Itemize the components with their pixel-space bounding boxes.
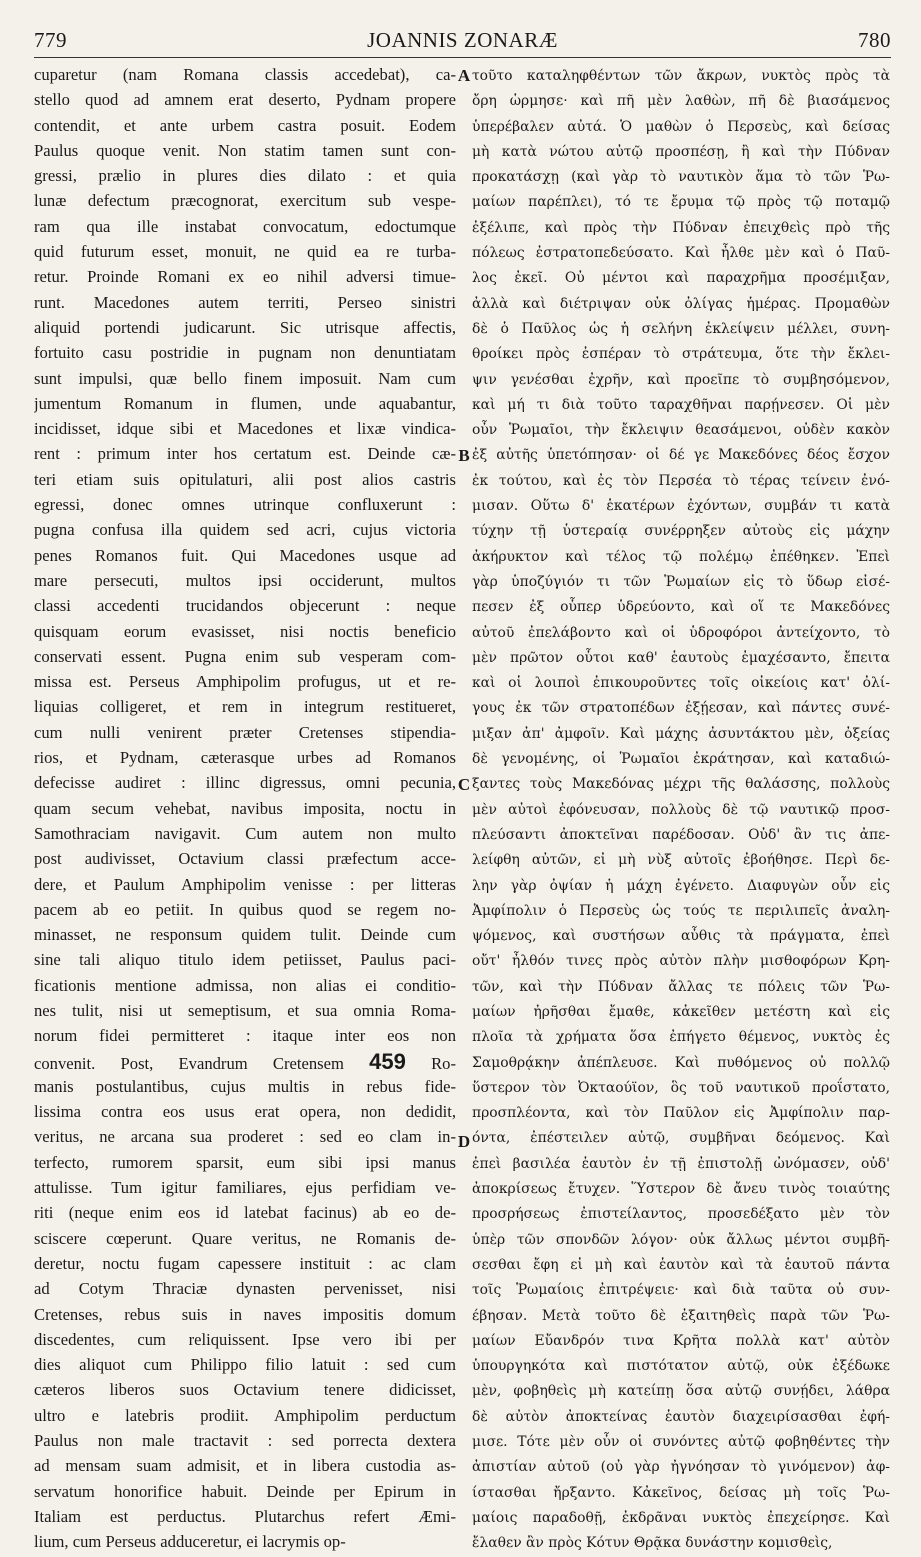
section-marker-b: B	[458, 446, 470, 465]
latin-text-line: rent : primum inter hos certatum est. Deinde cæ-	[34, 444, 456, 464]
latin-text-line: ultro e latebris prodiit. Amphipolim perductum	[34, 1405, 456, 1425]
greek-column	[472, 64, 890, 1557]
latin-text-line: retur. Proinde Romani ex eo nihil adversi timue-	[34, 267, 456, 287]
greek-text-line: ἐκ τούτου, καὶ ἐς τὸν Περσέα τὸ τέρας τείνειν ἐνό-	[472, 472, 890, 489]
latin-text-line: quam secum vehebat, navibus imposita, noctu in	[34, 798, 456, 818]
running-head	[34, 28, 891, 56]
latin-text-line: riti (neque enim eos id latebat facinus) ab eo de-	[34, 1203, 456, 1223]
latin-text-line: veritus, ne arcana sua proderet : sed eo clam in-	[34, 1127, 456, 1147]
latin-text-line: lium, cum Perseus adduceretur, ei lacrymis op-	[34, 1532, 346, 1552]
latin-text-line: classi accedenti trucidandos objecerunt : neque	[34, 596, 456, 616]
greek-text-line: μαίων ἠρῆσθαι ἔμαθε, κἀκεῖθεν μετέστη καὶ εἰς	[472, 1003, 890, 1020]
greek-text-line: πλοῖα τὰ χρήματα ὅσα ἐπήγετο θέμενος, νυκτὸς ἐς	[472, 1029, 890, 1046]
greek-text-line: μισαν. Οὕτω δ' ἑκατέρων ἐχόντων, συμβάν τι κατὰ	[472, 498, 890, 515]
header-rule	[34, 57, 891, 58]
greek-text-line: ἐξ αὐτῆς ὑπετόπησαν· οἱ δέ γε Μακεδόνες δέος ἔσχον	[472, 447, 890, 464]
greek-text-line: οὔτ' ἦλθόν τινες πρὸς αὐτὸν πλὴν μισθοφόρων Κρη-	[472, 953, 890, 970]
greek-text-line: λην γὰρ ὀψίαν ἡ μάχη ἐγένετο. Διαφυγὼν οὖν εἰς	[472, 877, 890, 894]
greek-text-line: ἐξέλιπε, καὶ πρὸς τὴν Πύδναν ἐπειχθεὶς πρὸ τῆς	[472, 219, 890, 236]
greek-text-line: μὲν πρῶτον οὗτοι καθ' ἑαυτοὺς ἐμαχέσαντο, ἔπειτα	[472, 649, 890, 666]
greek-text-line: τοῦτο καταληφθέντων τῶν ἄκρων, νυκτὸς πρὸς τὰ	[472, 68, 890, 84]
latin-text-line: cæteros liberos suos Octavium tenere didicisset,	[34, 1380, 456, 1400]
greek-text-line: όντα, ἐπέστειλεν αὐτῷ, συμβῆναι δεόμενος. Καὶ	[472, 1130, 890, 1147]
greek-text-line: ίστασθαι ἤρξαντο. Κἀκεῖνος, δείσας μὴ τοῖς Ῥω-	[472, 1484, 890, 1501]
latin-text-line: sciscere cœperunt. Quare veritus, ne Romanis de-	[34, 1228, 456, 1248]
latin-text-line: quisquam eorum evasisset, nisi noctis beneficio	[34, 621, 456, 641]
section-marker-a: A	[457, 66, 471, 85]
greek-text-line: ψιν γενέσθαι ἐχρῆν, καὶ προεῖπε τὸ συμβησόμενον,	[472, 371, 890, 388]
latin-text-line: ad Cotym Thraciæ dynasten pervenisset, nisi	[34, 1279, 456, 1299]
greek-text-line: τύχην τῇ ὑστεραίᾳ συνέρρηξεν αὐτοὺς εἰς μάχην	[472, 523, 890, 540]
greek-text-line: οὖν Ῥωμαῖοι, τὴν ἔκλειψιν θεασάμενοι, οὐδὲν κακὸν	[472, 422, 890, 439]
greek-text-line: αὐτοῦ ἐπελάβοντο καὶ οἱ ὑδροφόροι ἀντείχοντο, τὸ	[472, 624, 890, 641]
latin-text-line: quid futurum esset, monuit, ne quid ea re turba-	[34, 242, 456, 262]
greek-text-line: ἀποκρίσεως ἔτυχεν. Ὕστερον δὲ ἄνευ τινὸς τοιαύτης	[472, 1181, 890, 1198]
greek-text-line: λείφθη αὐτῶν, εἰ μὴ νὺξ αὐτοῖς ἐβοήθησε. Περὶ δε-	[472, 852, 890, 869]
latin-text-line: deretur, noctu fugam capessere instituit : ac clam	[34, 1253, 456, 1273]
greek-text-line: τῶν, καὶ τὴν Πύδναν ἄλλας τε πόλεις τῶν Ῥω-	[472, 978, 890, 995]
latin-text-line: sunt impulsi, quæ bello finem imposuit. Nam cum	[34, 368, 456, 388]
latin-text-line: dies aliquot cum Philippo filio latuit : sed cum	[34, 1355, 456, 1375]
latin-text-line: convenit. Post, Evandrum Cretensem 459 Ro-	[34, 1048, 456, 1074]
latin-text-line: norum fidei permitteret : itaque inter eos non	[34, 1026, 456, 1046]
latin-text-line: lunæ defectum præcognorat, exercitum sub vespe-	[34, 191, 456, 211]
greek-text-line: Ἀμφίπολιν ὁ Περσεὺς ὡς τούς τε περιλιπεῖς ἀναλη-	[472, 902, 890, 919]
latin-text-line: cum nulli venirent præter Cretenses stipendia-	[34, 722, 456, 742]
greek-text-line: ἀκήρυκτον καὶ τέλος τῷ πολέμῳ ἐπέθηκεν. Ἐπεὶ	[472, 548, 890, 565]
greek-text-line: ψόμενος, καὶ συστήσων αὖθις τὰ πράγματα, ἐπεὶ	[472, 928, 890, 945]
latin-text-line: conservati essent. Pugna enim sub vesperam com-	[34, 646, 456, 666]
latin-text-line: terfecto, rumorem sparsit, eum sibi ipsi manus	[34, 1152, 456, 1172]
latin-text-line: post audivisset, Octavium classi præfectum acce-	[34, 849, 456, 869]
latin-text-line: missa est. Perseus Amphipolim profugus, ut et re-	[34, 672, 456, 692]
latin-text-line: Samothraciam navigavit. Cum autem non multo	[34, 823, 456, 843]
greek-text-line: πόλεως ἐστρατοπεδεύσατο. Καὶ ἦλθε μὲν καὶ ὁ Παῦ-	[472, 245, 890, 262]
latin-text-line: jumentum Romanum in flumen, unde aquabantur,	[34, 393, 456, 413]
latin-text-line: dere, et Paulum Amphipolim venisse : per litteras	[34, 874, 456, 894]
greek-text-line: καὶ οἱ λοιποὶ ἐπικουροῦντες τοῖς οἰκείοις κατ' ὀλί-	[472, 675, 890, 692]
greek-text-line: τοῖς Ῥωμαίοις ἐπιτρέψειε· καὶ διὰ ταῦτα οὐ συν-	[472, 1282, 890, 1299]
latin-text-line: discedentes, cum reliquissent. Ipse vero ibi per	[34, 1329, 456, 1349]
greek-text-line: μισε. Τότε μὲν οὖν οἱ συνόντες αὐτῷ φοβηθέντες τὴν	[472, 1434, 890, 1451]
latin-text-line: servatum honorifice habuit. Deinde per Epirum in	[34, 1481, 456, 1501]
greek-text-line: ὕστερον τὸν Ὀκταούϊον, ὃς τοῦ ναυτικοῦ προΐστατο,	[472, 1079, 890, 1096]
latin-text-line: stello quod ad amnem erat deserto, Pydnam propere	[34, 90, 456, 110]
greek-text-line: ὑπερέβαλεν αὐτά. Ὁ μαθὼν ὁ Περσεὺς, καὶ δείσας	[472, 118, 890, 135]
latin-text-line: cuparetur (nam Romana classis accedebat), ca-	[34, 65, 456, 84]
latin-text-line: Paulus quoque venit. Non statim tamen sunt con-	[34, 140, 456, 160]
latin-text-line: runt. Macedones autem territi, Perseo sinistri	[34, 292, 456, 312]
latin-text-line: defecisse audiret : illinc digressus, omni pecunia,	[34, 773, 456, 793]
page-number-left: 779	[34, 28, 67, 52]
latin-text-line: fortuito casu postridie in pugnam non denuntiatam	[34, 343, 456, 363]
greek-text-line: σεσθαι ἔφη εἰ μὴ καὶ ἑαυτὸν καὶ τὰ ἑαυτοῦ πάντα	[472, 1256, 890, 1273]
latin-text-line: pugna confusa illa quidem sed acri, cujus victoria	[34, 520, 456, 540]
latin-text-line: minasset, ne responsum quidem tulit. Deinde cum	[34, 925, 456, 945]
greek-text-line: μαίων Εὔανδρόν τινα Κρῆτα πολλὰ κατ' αὐτὸν	[472, 1332, 890, 1349]
latin-text-line: contendit, et ante urbem castra posuit. Eodem	[34, 115, 456, 135]
greek-text-line: μιξαν ἀπ' ἀμφοῖν. Καὶ μάχης ἀσυντάκτου μὲν, ὀξείας	[472, 725, 890, 742]
greek-text-line: πεσεν ἐξ οὗπερ ὑδρεύοντο, καὶ οἵ τε Μακεδόνες	[472, 599, 890, 616]
latin-text-line: ad mensam suam admisit, et in libera custodia as-	[34, 1456, 456, 1476]
latin-text-line: liquias colligeret, et rem in integrum restitueret,	[34, 697, 456, 717]
latin-text-line: aliquid portendi judicarunt. Sic utrisque affectis,	[34, 317, 456, 337]
greek-text-line: ἀλλὰ καὶ διέτριψαν οὐκ ὀλίγας ἡμέρας. Προμαθὼν	[472, 295, 890, 312]
latin-text-line: egressi, donec omnes utrinque confluxerunt :	[34, 495, 456, 515]
latin-text-line: rios, et Pydnam, cæterasque urbes ad Romanos	[34, 748, 456, 768]
greek-text-line: λος ἐκεῖ. Οὐ μέντοι καὶ παραχρῆμα προσέμιξαν,	[472, 270, 890, 287]
latin-text-line: ficationis mentione admissa, non alias ei conditio-	[34, 975, 456, 995]
latin-text-line: attulisse. Tum igitur familiares, ejus perfidiam ve-	[34, 1178, 456, 1198]
latin-text-line: Paulus non male tractavit : sed porrecta dextera	[34, 1431, 456, 1451]
greek-text-line: πλεύσαντι ἀποκτεῖναι παρέδοσαν. Οὐδ' ἂν τις ἀπε-	[472, 826, 890, 843]
greek-text-line: μαίοις παραδοθῇ, ἐκδρᾶναι νυκτὸς ἐπεχείρησε. Καὶ	[472, 1509, 890, 1526]
section-marker-d: D	[457, 1132, 471, 1151]
greek-text-line: προσρήσεως ἐπιστείλαντος, προσεδέξατο μὲν τὸν	[472, 1206, 890, 1223]
greek-text-line: προκατάσχῃ (καὶ γὰρ τὸ ναυτικὸν ἅμα τὸ τῶν Ῥω-	[472, 169, 890, 186]
latin-text-line: teri etiam suis opitulaturi, alii post alios castris	[34, 469, 456, 489]
greek-text-line: μὴ κατὰ νώτου αὐτῷ προσπέσῃ, ἢ καὶ τὴν Πύδναν	[472, 143, 890, 160]
greek-text-line: προσπλέοντα, καὶ τὸν Παῦλον εἰς Ἀμφίπολιν παρ-	[472, 1105, 890, 1122]
section-marker-c: C	[457, 775, 471, 794]
greek-text-line: θροίκει πρὸς ἑσπέραν τὸ στράτευμα, ὅτε τὴν ἔκλει-	[472, 346, 890, 363]
latin-column	[34, 62, 456, 1555]
greek-text-line: ὑπὲρ τῶν σπονδῶν λόγον· οὐκ ἄλλως μέντοι συμβῆ-	[472, 1231, 890, 1248]
greek-text-line: ὄρη ὡρμησε· καὶ πῆ μὲν λαθὼν, πῆ δὲ βιασάμενος	[472, 93, 890, 110]
running-title: JOANNIS ZONARÆ	[367, 28, 558, 52]
latin-text-line: incidisset, idque sibi et Macedones et lixæ vindica-	[34, 419, 456, 439]
latin-text-line: pacem ab eo petiit. In quibus quod se regem no-	[34, 899, 456, 919]
greek-text-line: καὶ μή τι διὰ τοῦτο ταραχθῆναι παρῄνεσεν. Οἱ μὲν	[472, 396, 890, 413]
latin-text-line: lissima contra eos usus erat opera, non dedidit,	[34, 1102, 456, 1122]
page-number-right: 780	[858, 28, 891, 52]
latin-text-line: penes Romanos fuit. Qui Macedones usque ad	[34, 545, 456, 565]
greek-text-line: ὑπουργηκότα καὶ πιστότατον αὐτῷ, οὐκ ἐξέδωκε	[472, 1358, 890, 1375]
latin-text-line: mare persecuti, multos ipsi occiderunt, multos	[34, 570, 456, 590]
latin-text-line: gressi, prælio in plures dies dilato : et quia	[34, 166, 456, 186]
greek-text-line: δὲ ὁ Παῦλος ὡς ἡ σελήνη ἐκλείψειν μέλλει, συνη-	[472, 320, 890, 337]
greek-text-line: δὲ αὐτὸν ἀποκτείνας ἑαυτὸν διαχειρίσασθαι ἐφή-	[472, 1408, 890, 1425]
greek-text-line: ἔλαθεν ἂν πρὸς Κότυν Θρᾷκα δυνάστην κομισθεὶς,	[472, 1535, 833, 1552]
latin-text-line: ram qua ille instabat convocatum, edoctumque	[34, 216, 456, 236]
latin-text-line: nes tulit, nisi ut semeptisum, et sua omnia Roma-	[34, 1000, 456, 1020]
greek-text-line: έβησαν. Μετὰ τοῦτο δὲ ἐξαιτηθεὶς παρὰ τῶν Ῥω-	[472, 1307, 890, 1324]
greek-text-line: ἀπιστίαν αὐτοῦ (οὐ γὰρ ἠγνόησαν τὸ γινόμενον) ἀφ-	[472, 1459, 890, 1476]
greek-text-line: μὲν, φοβηθεὶς μὴ κατείπῃ ὅσα αὐτῷ συνῄδει, λάθρα	[472, 1383, 890, 1400]
greek-text-line: δὲ γενομένης, οἱ Ῥωμαῖοι ἐκράτησαν, καὶ καταδιώ-	[472, 751, 890, 768]
greek-text-line: Σαμοθρᾴκην ἀπέπλευσε. Καὶ πυθόμενος οὐ πολλῷ	[472, 1054, 890, 1071]
latin-text-line: manis postulantibus, cujus multis in rebus fide-	[34, 1076, 456, 1096]
greek-text-line: ξαντες τοὺς Μακεδόνας μέχρι τῆς θαλάσσης, πολλοὺς	[472, 776, 890, 793]
latin-text-line: sine tali aliquo titulo idem petiisset, Paulus paci-	[34, 950, 456, 970]
inline-page-number: 459	[369, 1048, 406, 1074]
greek-text-line: μαίων παρέπλει), τό τε ἔρυμα τῷ πρὸς τῷ ποταμῷ	[472, 194, 890, 211]
latin-text-line: Cretenses, rebus suis in naves impositis domum	[34, 1304, 456, 1324]
greek-text-line: γὰρ ὑποζύγιόν τι τῶν Ῥωμαίων εἰς τὸ ὕδωρ εἰσέ-	[472, 573, 890, 590]
greek-text-line: γους ἐκ τῶν στρατοπέδων ἐξῄεσαν, καὶ πάντες συνέ-	[472, 700, 890, 717]
latin-text-line: Italiam est perductus. Plutarchus refert Æmi-	[34, 1506, 456, 1526]
greek-text-line: ἐπεὶ βασιλέα ἑαυτὸν ἐν τῇ ἐπιστολῇ ὠνόμασεν, οὐδ'	[472, 1155, 890, 1172]
greek-text-line: μὲν αὐτοὶ ἐφόνευσαν, πολλοὺς δὲ τῷ ναυτικῷ προσ-	[472, 801, 890, 818]
